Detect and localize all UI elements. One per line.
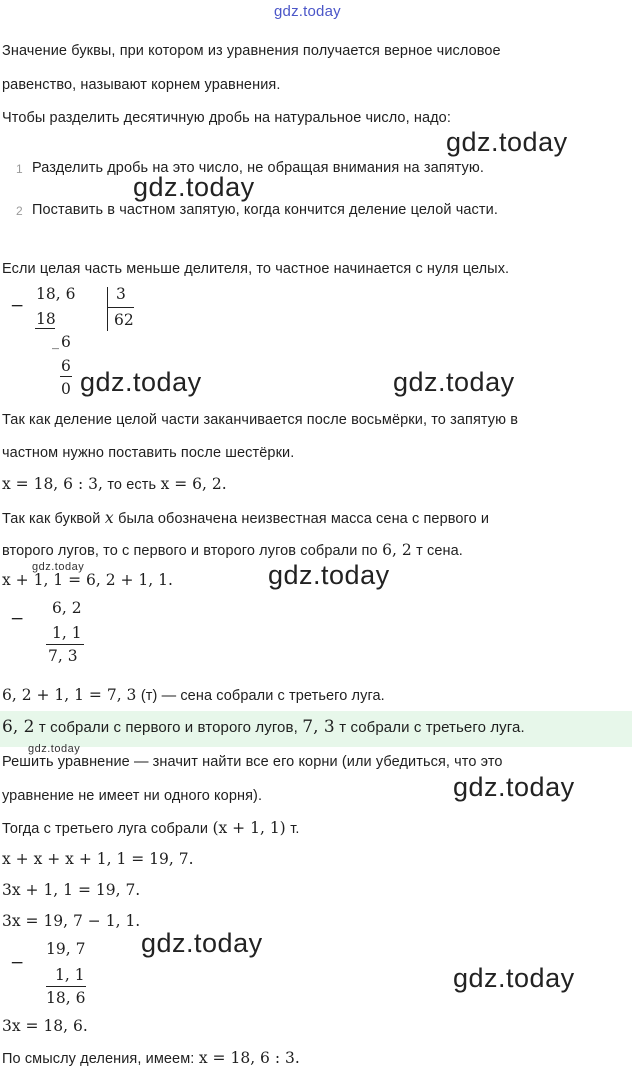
equation-sum: x + x + x + 1, 1 = 19, 7. [2,850,194,868]
equation-x-result: x = 18, 6 : 3, то есть x = 6, 2. [2,475,227,493]
division-divisor: 3 [116,285,126,303]
third-meadow-result: 6, 2 + 1, 1 = 7, 3 (т) — сена собрали с третьего луга. [2,686,385,704]
division-bar-horizontal [108,307,134,308]
step-2-text: Поставить в частном запятую, когда кончится деление целой части. [32,202,498,218]
division-remainder-2: 0 [61,380,71,398]
equation-3x-result: 3x = 18, 6. [2,1017,88,1035]
division-minus: − [10,296,25,316]
solve-definition-line-1: Решить уравнение — значит найти все его корни (или убедиться, что это [2,754,503,770]
addition-2-a: 19, 7 [46,940,86,958]
step-1-number: 1 [16,162,23,176]
explanation-line-1: Так как буквой x была обозначена неизвестная масса сена с первого и [2,509,490,527]
division-underline-1 [35,328,55,329]
rule-intro: Чтобы разделить десятичную дробь на натуральное число, надо: [2,110,451,126]
watermark: gdz.today [80,367,202,397]
division-underline-2 [60,376,72,377]
addition-1-underline [46,644,84,645]
step-1-text: Разделить дробь на это число, не обращая внимания на запятую. [32,160,485,176]
addition-1-sign: − [10,609,25,629]
watermark-small: gdz.today [32,561,85,573]
zero-whole-rule: Если целая часть меньше делителя, то частное начинается с нуля целых. [2,261,510,277]
addition-1-result: 7, 3 [48,647,78,665]
watermark: gdz.today [453,963,575,993]
addition-2-result: 18, 6 [46,989,86,1007]
solve-definition-line-2: уравнение не имеет ни одного корня). [2,788,263,804]
addition-1-a: 6, 2 [52,599,82,617]
answer: 6, 2 т собрали с первого и второго лугов, 7, 3 т собрали с третьего луга. [2,717,525,737]
comma-rule-line-1: Так как деление целой части заканчивается после восьмёрки, то запятую в [2,412,519,428]
equation-3x-minus: 3x = 19, 7 − 1, 1. [2,912,141,930]
third-meadow-expression: Тогда с третьего луга собрали (x + 1, 1) т. [2,819,300,837]
step-2-number: 2 [16,204,23,218]
division-subtrahend-1: 18 [36,310,56,328]
watermark: gdz.today [393,367,515,397]
explanation-line-2: второго лугов, то с первого и второго лугов собрали по 6, 2 т сена. [2,541,463,559]
watermark: gdz.today [133,172,255,202]
division-dividend: 18, 6 [36,285,76,303]
division-meaning: По смыслу деления, имеем: x = 18, 6 : 3. [2,1049,300,1067]
division-bar-vertical [107,287,108,331]
division-quotient: 62 [114,311,134,329]
division-remainder-1: 6 [61,333,71,351]
definition-line-2: равенство, называют корнем уравнения. [2,77,281,93]
addition-2-underline [46,986,86,987]
division-minus-2: _ [52,334,59,350]
comma-rule-line-2: частном нужно поставить после шестёрки. [2,445,295,461]
watermark-small: gdz.today [28,743,81,755]
equation-add: x + 1, 1 = 6, 2 + 1, 1. [2,571,173,589]
watermark: gdz.today [446,127,568,157]
addition-2-b: 1, 1 [55,966,85,984]
watermark-top: gdz.today [274,3,341,20]
addition-2-sign: − [10,953,25,973]
watermark: gdz.today [141,928,263,958]
definition-line-1: Значение буквы, при котором из уравнения получается верное числовое [2,43,501,59]
equation-3x-plus: 3x + 1, 1 = 19, 7. [2,881,141,899]
division-subtrahend-2: 6 [61,357,71,375]
watermark: gdz.today [268,560,390,590]
watermark: gdz.today [453,772,575,802]
addition-1-b: 1, 1 [52,624,82,642]
